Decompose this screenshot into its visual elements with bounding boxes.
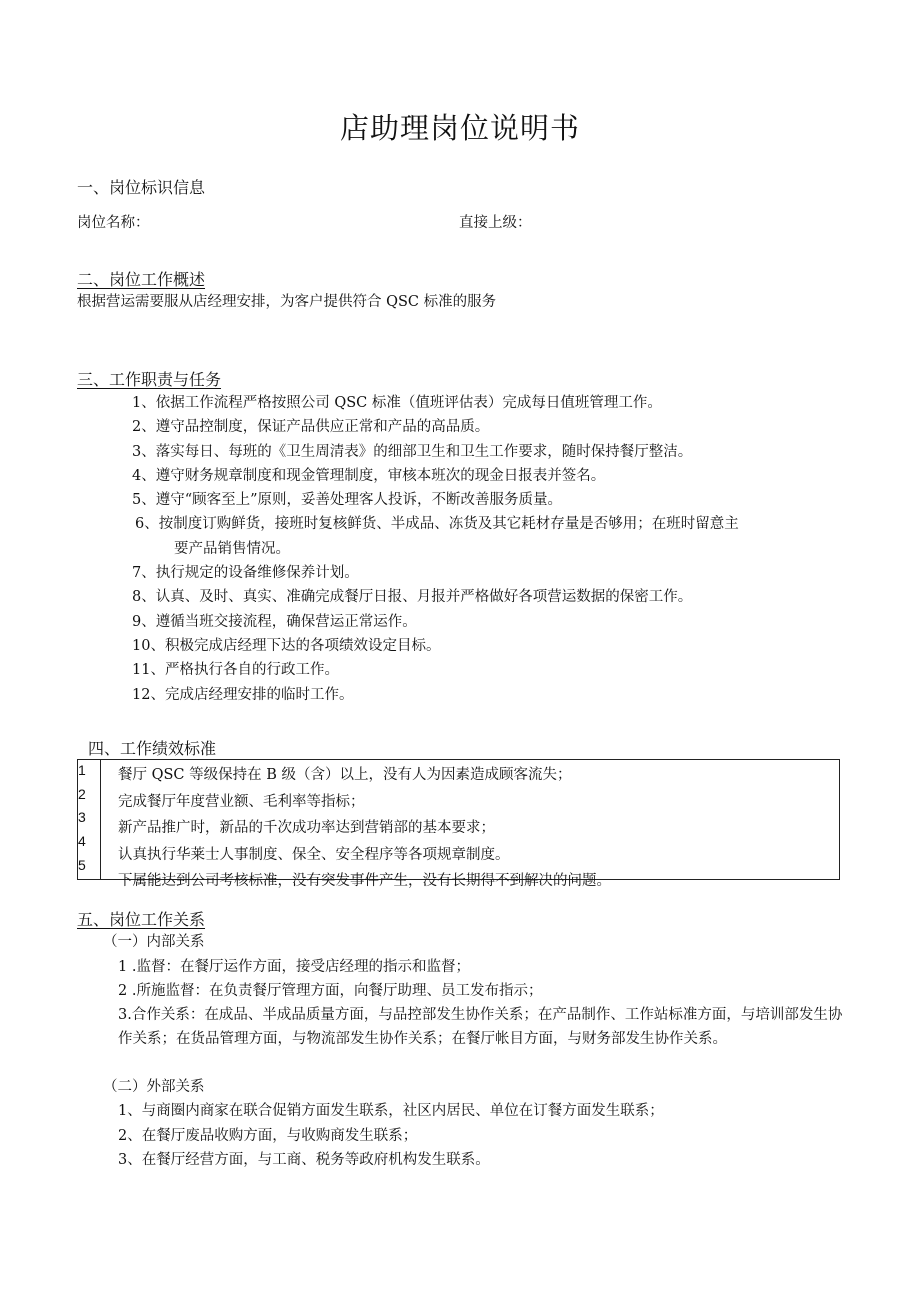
duty-item-3: 3、落实每日、每班的《卫生周清表》的细部卫生和卫生工作要求，随时保持餐厅整洁。 [132,443,693,460]
duty-item-8: 8、认真、及时、真实、准确完成餐厅日报、月报并严格做好各项营运数据的保密工作。 [132,589,693,606]
duty-item-7: 7、执行规定的设备维修保养计划。 [132,565,359,582]
internal-item-2: 2 .所施监督：在负责餐厅管理方面，向餐厅助理、员工发布指示； [118,983,543,999]
duty-item-4: 4、遵守财务规章制度和现金管理制度，审核本班次的现金日报表并签名。 [132,467,606,484]
section5-heading: 五、岗位工作关系 [77,910,206,929]
duty-item-9: 9、遵循当班交接流程，确保营运正常运作。 [132,613,417,630]
external-item-1: 1、与商圈内商家在联合促销方面发生联系，社区内居民、单位在订餐方面发生联系； [118,1103,664,1119]
perf-item-2: 完成餐厅年度营业额、毛利率等指标； [118,794,365,810]
table-column-divider [100,760,101,879]
job-summary: 根据营运需要服从店经理安排，为客户提供符合 QSC 标准的服务 [77,294,497,310]
duty-item-5: 5、遵守“顾客至上”原则，妥善处理客人投诉，不断改善服务质量。 [132,492,563,509]
perf-number-1: 1 [78,762,86,778]
duty-item-6: 6、按制度订购鲜货，接班时复核鲜货、半成品、冻货及其它耗材存量是否够用；在班时留意主 [135,516,739,533]
section1-heading: 一、岗位标识信息 [77,178,206,197]
perf-number-3: 3 [78,809,86,825]
duty-item-1: 1、依据工作流程严格按照公司 QSC 标准（值班评估表）完成每日值班管理工作。 [132,395,662,411]
duty-item-11: 11、严格执行各自的行政工作。 [132,662,339,679]
perf-item-5: 下属能达到公司考核标准，没有突发事件产生，没有长期得不到解决的问题。 [118,873,611,889]
supervisor-label: 直接上级： [459,215,532,231]
perf-item-1: 餐厅 QSC 等级保持在 B 级（含）以上，没有人为因素造成顾客流失； [118,767,572,783]
perf-number-4: 4 [78,833,86,849]
performance-standards-table [77,759,840,889]
duty-item-10: 10、积极完成店经理下达的各项绩效设定目标。 [132,637,441,654]
perf-number-5: 5 [78,857,86,873]
perf-item-3: 新产品推广时，新品的千次成功率达到营销部的基本要求； [118,820,495,836]
internal-relations-label: （一）内部关系 [103,934,205,950]
duty-item-12: 12、完成店经理安排的临时工作。 [132,686,354,703]
section3-heading: 三、工作职责与任务 [77,370,222,389]
duties-list [0,391,920,707]
internal-item-3-text: 3.合作关系：在成品、半成品质量方面，与品控部发生协作关系；在产品制作、工作站标准方面，与培训部发生协作关系；在货品管理方面，与物流部发生协作关系；在餐厅帐目方面，与财务部发生协作关系。 [118,1007,843,1047]
internal-item-3 [90,1003,848,1051]
duty-item-6-continued: 要产品销售情况。 [174,540,290,557]
internal-item-1: 1 .监督：在餐厅运作方面，接受店经理的指示和监督； [118,959,470,975]
perf-item-4: 认真执行华莱士人事制度、保全、安全程序等各项规章制度。 [118,847,510,863]
section2-heading: 二、岗位工作概述 [77,270,206,289]
external-item-2: 2、在餐厅废品收购方面，与收购商发生联系； [118,1128,418,1144]
duty-item-2: 2、遵守品控制度，保证产品供应正常和产品的高品质。 [132,419,490,436]
position-name-label: 岗位名称： [77,215,150,231]
document-title: 店助理岗位说明书 [339,111,580,145]
perf-number-2: 2 [78,786,86,802]
external-item-3: 3、在餐厅经营方面，与工商、税务等政府机构发生联系。 [118,1152,490,1168]
section4-heading: 四、工作绩效标准 [88,739,217,758]
external-relations-label: （二）外部关系 [103,1079,205,1095]
